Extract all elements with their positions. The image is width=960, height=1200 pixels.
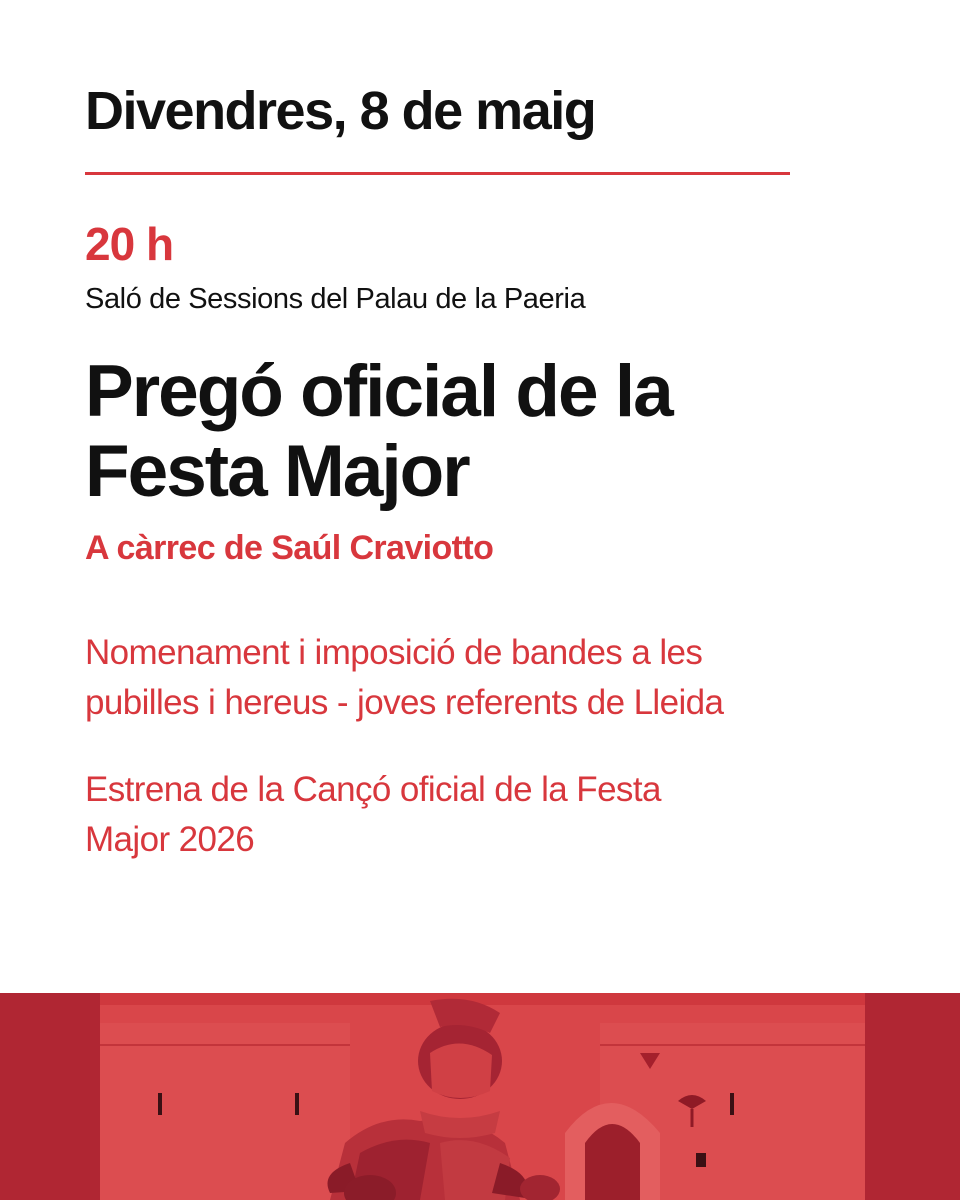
activity-line: Nomenament i imposició de bandes a les — [85, 633, 703, 672]
event-title-line: Pregó oficial de la — [85, 351, 672, 432]
activity-description — [85, 765, 661, 865]
header-divider — [85, 172, 790, 175]
activity-line: pubilles i hereus - joves referents de Lleida — [85, 683, 724, 722]
event-time: 20 h — [85, 218, 174, 270]
papercraft-castle-artwork — [0, 993, 960, 1200]
event-date: Divendres, 8 de maig — [85, 81, 596, 141]
activity-description — [85, 628, 723, 728]
event-venue: Saló de Sessions del Palau de la Paeria — [85, 283, 586, 315]
event-speaker: A càrrec de Saúl Craviotto — [85, 529, 494, 567]
activity-line: Major 2026 — [85, 820, 255, 859]
activity-line: Estrena de la Cançó oficial de la Festa — [85, 770, 661, 809]
event-title-line: Festa Major — [85, 431, 469, 512]
event-title — [85, 352, 672, 512]
